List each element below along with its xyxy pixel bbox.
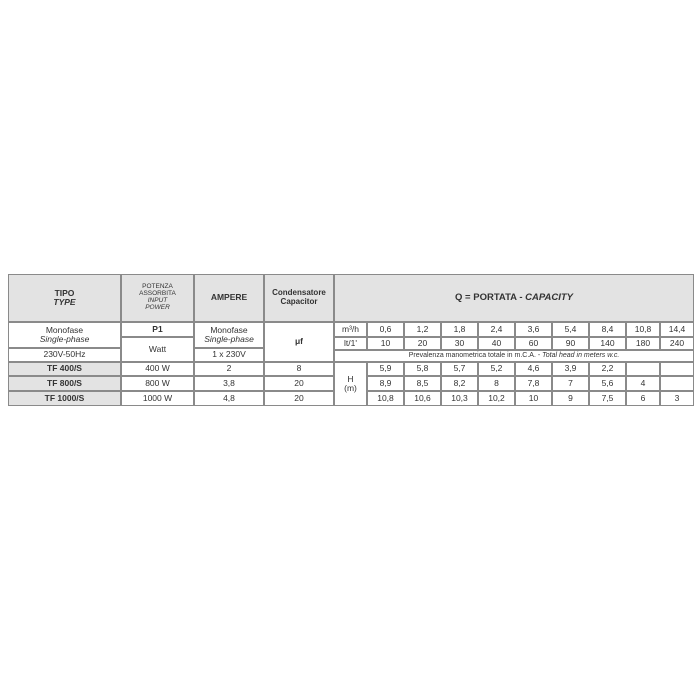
- p1-label: P1: [152, 323, 163, 334]
- capacity-m3h-value: 3,6: [515, 322, 552, 337]
- note-it-label: Prevalenza manometrica totale in m.C.A. -: [408, 352, 543, 360]
- capacity-m3h-value: 1,2: [404, 322, 441, 337]
- model-power-cell: 1000 W: [121, 391, 194, 406]
- model-type-label: TF 800/S: [47, 377, 82, 388]
- header-portata-label: Q = PORTATA -: [455, 291, 526, 303]
- header-power-line: POWER: [145, 303, 170, 311]
- p1-cell: [121, 322, 194, 337]
- unit-m3h-cell: [334, 322, 367, 337]
- head-value: [660, 362, 694, 376]
- header-capacitor-label: Capacitor: [280, 297, 318, 306]
- voltage-freq-label: 230V-50Hz: [43, 349, 86, 360]
- capacity-m3h-value: 2,4: [478, 322, 515, 337]
- amp-supply-label: 1 x 230V: [212, 349, 246, 360]
- header-capacity-label: CAPACITY: [525, 291, 573, 303]
- amp-phase-cell: [194, 322, 264, 348]
- head-value: 6: [626, 391, 660, 406]
- capacity-lmin-value: 40: [478, 337, 515, 350]
- unit-m3h-label: m³/h: [342, 323, 359, 334]
- head-unit-cell: [334, 362, 367, 406]
- model-type-cell: [8, 362, 121, 376]
- header-ampere-label: AMPERE: [210, 292, 248, 303]
- head-value: 7,8: [515, 376, 552, 391]
- capacity-lmin-value: 10: [367, 337, 404, 350]
- capacity-lmin-value: 140: [589, 337, 626, 350]
- capacity-m3h-value: 5,4: [552, 322, 589, 337]
- header-capacity-cell: [334, 274, 694, 322]
- model-type-label: TF 400/S: [47, 363, 82, 374]
- head-value: 10,8: [367, 391, 404, 406]
- unit-lmin-label: lt/1': [344, 337, 357, 348]
- head-value: 10,3: [441, 391, 478, 406]
- amp-single-phase-label: Single-phase: [204, 334, 254, 344]
- head-value: 8: [478, 376, 515, 391]
- model-type-cell: [8, 376, 121, 391]
- head-value: 5,7: [441, 362, 478, 376]
- model-capacitor-cell: 20: [264, 391, 334, 406]
- header-condensatore-label: Condensatore: [272, 288, 326, 298]
- head-value: 3,9: [552, 362, 589, 376]
- head-value: 5,8: [404, 362, 441, 376]
- capacity-lmin-value: 30: [441, 337, 478, 350]
- header-power-cell: [121, 274, 194, 322]
- model-type-label: TF 1000/S: [44, 392, 85, 403]
- model-ampere-cell: 3,8: [194, 376, 264, 391]
- capacity-m3h-value: 10,8: [626, 322, 660, 337]
- head-value: 8,2: [441, 376, 478, 391]
- header-ampere-cell: [194, 274, 264, 322]
- capacitor-unit-cell: [264, 322, 334, 362]
- amp-supply-cell: [194, 348, 264, 362]
- head-value: 4: [626, 376, 660, 391]
- voltage-freq-cell: [8, 348, 121, 362]
- amp-monofase-label: Monofase: [210, 324, 248, 335]
- header-input-line: INPUT: [147, 297, 168, 304]
- head-value: 7: [552, 376, 589, 391]
- header-type-label: TYPE: [53, 297, 76, 307]
- header-potenza-line2: ASSORBITA: [139, 290, 176, 298]
- note-en-label: Total head in meters w.c.: [542, 352, 620, 360]
- capacity-lmin-value: 240: [660, 337, 694, 350]
- model-ampere-cell: 2: [194, 362, 264, 376]
- capacitor-unit-label: μf: [294, 336, 304, 347]
- head-value: 2,2: [589, 362, 626, 376]
- watt-label: Watt: [148, 343, 167, 354]
- head-value: 8,5: [404, 376, 441, 391]
- capacity-m3h-value: 8,4: [589, 322, 626, 337]
- pump-spec-table: [8, 274, 694, 420]
- head-value: [660, 376, 694, 391]
- capacity-lmin-value: 180: [626, 337, 660, 350]
- head-value: 8,9: [367, 376, 404, 391]
- head-value: 10,2: [478, 391, 515, 406]
- header-capacitor-cell: [264, 274, 334, 322]
- head-value: 4,6: [515, 362, 552, 376]
- header-potenza-line1: POTENZA: [142, 283, 173, 291]
- head-value: 3: [660, 391, 694, 406]
- capacity-lmin-value: 60: [515, 337, 552, 350]
- capacity-lmin-value: 20: [404, 337, 441, 350]
- head-value: 5,9: [367, 362, 404, 376]
- watt-cell: [121, 337, 194, 362]
- single-phase-label: Single-phase: [39, 334, 90, 344]
- model-capacitor-cell: 20: [264, 376, 334, 391]
- model-capacitor-cell: 8: [264, 362, 334, 376]
- total-head-note: [334, 350, 694, 362]
- unit-lmin-cell: [334, 337, 367, 350]
- head-value: 10: [515, 391, 552, 406]
- head-m-label: (m): [344, 383, 357, 393]
- header-type-cell: [8, 274, 121, 322]
- head-value: 9: [552, 391, 589, 406]
- head-value: 10,6: [404, 391, 441, 406]
- head-value: 7,5: [589, 391, 626, 406]
- model-type-cell: [8, 391, 121, 406]
- capacity-m3h-value: 0,6: [367, 322, 404, 337]
- capacity-m3h-value: 14,4: [660, 322, 694, 337]
- header-tipo-label: TIPO: [54, 287, 75, 298]
- head-h-label: H: [347, 373, 354, 384]
- head-value: [626, 362, 660, 376]
- model-power-cell: 800 W: [121, 376, 194, 391]
- head-value: 5,2: [478, 362, 515, 376]
- capacity-lmin-value: 90: [552, 337, 589, 350]
- model-power-cell: 400 W: [121, 362, 194, 376]
- model-ampere-cell: 4,8: [194, 391, 264, 406]
- monofase-cell: [8, 322, 121, 348]
- head-value: 5,6: [589, 376, 626, 391]
- capacity-m3h-value: 1,8: [441, 322, 478, 337]
- monofase-label: Monofase: [45, 324, 84, 335]
